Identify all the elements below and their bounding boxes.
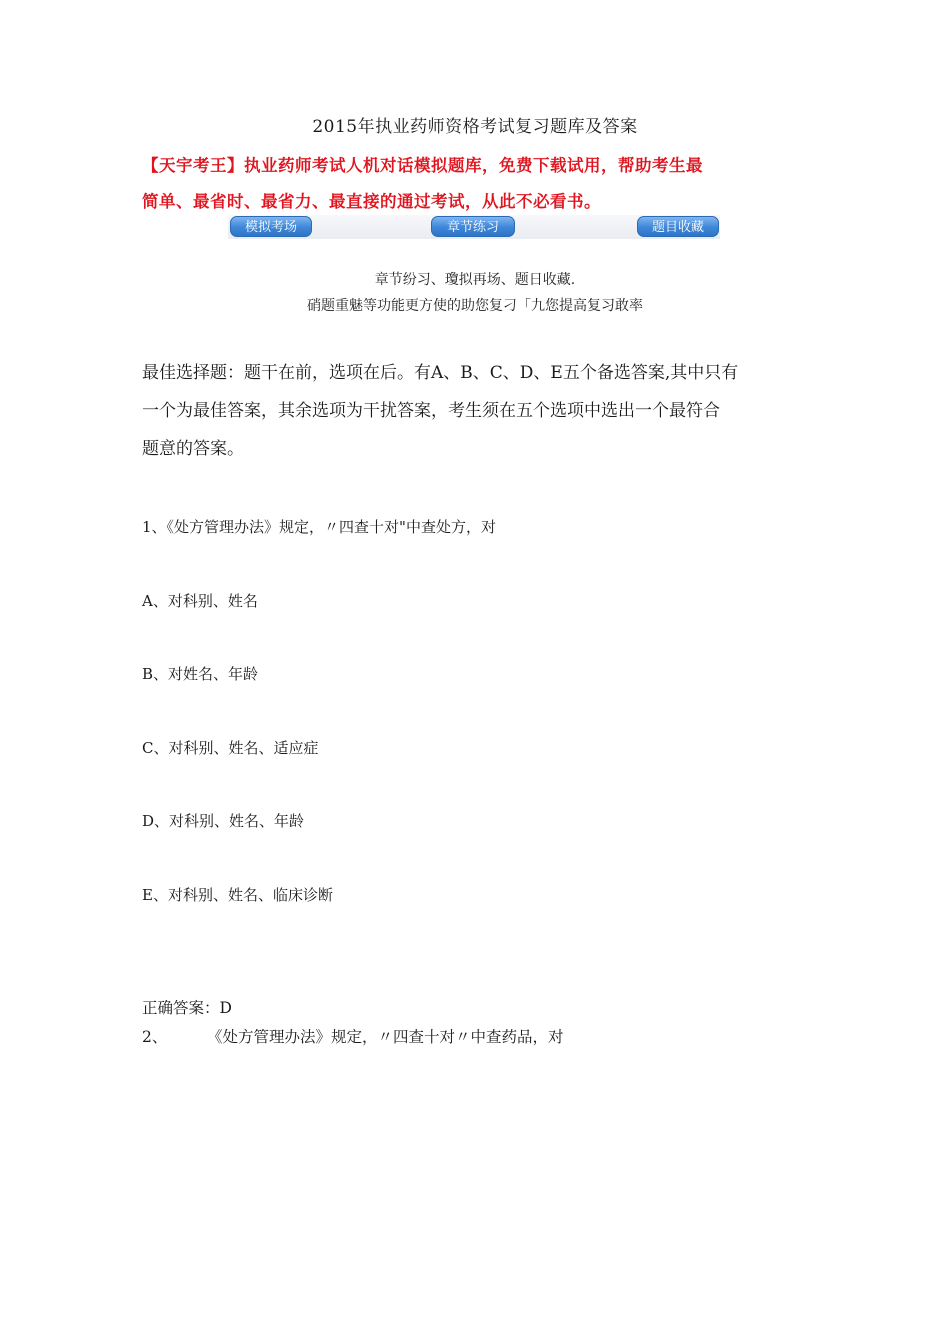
question-1-stem: 1、《处方管理办法》规定，〃四查十对"中查处方，对 (142, 518, 496, 536)
document-title: 2015年执业药师资格考试复习题库及答案 (312, 117, 638, 137)
feature-button-bar (228, 215, 720, 239)
question-1-option-c: C、对科别、姓名、适应症 (142, 739, 319, 757)
promo-line-2: 简单、最省时、最省力、最直接的通过考试，从此不必看书。 (142, 192, 601, 211)
feature-caption-line-1: 章节纷习、瓊拟再场、题日收藏. (374, 272, 576, 288)
question-2-stem: 《处方管理办法》规定，〃四查十对〃中查药品，对 (207, 1028, 564, 1046)
question-1-option-a: A、对科别、姓名 (142, 592, 258, 610)
question-1-option-d: D、对科别、姓名、年龄 (142, 812, 305, 830)
feature-caption-line-2: 硝题重魅等功能更方使的助您复刁「九您提高复习敢率 (307, 298, 643, 314)
intro-line-2: 一个为最佳答案，其余选项为干扰答案，考生须在五个选项中选出一个最符合 (142, 401, 720, 421)
question-1-option-e: E、对科别、姓名、临床诊断 (142, 886, 333, 904)
chapter-practice-button[interactable]: 章节练习 (431, 216, 515, 237)
question-1-option-b: B、对姓名、年龄 (142, 665, 259, 683)
question-2-number: 2、 (142, 1028, 168, 1046)
mock-exam-button[interactable]: 模拟考场 (230, 216, 312, 237)
promo-line-1: 【天宇考王】执业药师考试人机对话模拟题库，免费下载试用，帮助考生最 (142, 156, 703, 175)
intro-line-1: 最佳选择题：题干在前，选项在后。有A、B、C、D、E五个备选答案,其中只有 (142, 363, 739, 383)
intro-line-3: 题意的答案。 (142, 439, 244, 459)
question-1-answer: 正确答案：D (142, 999, 232, 1017)
favorites-button[interactable]: 题目收藏 (637, 216, 719, 237)
